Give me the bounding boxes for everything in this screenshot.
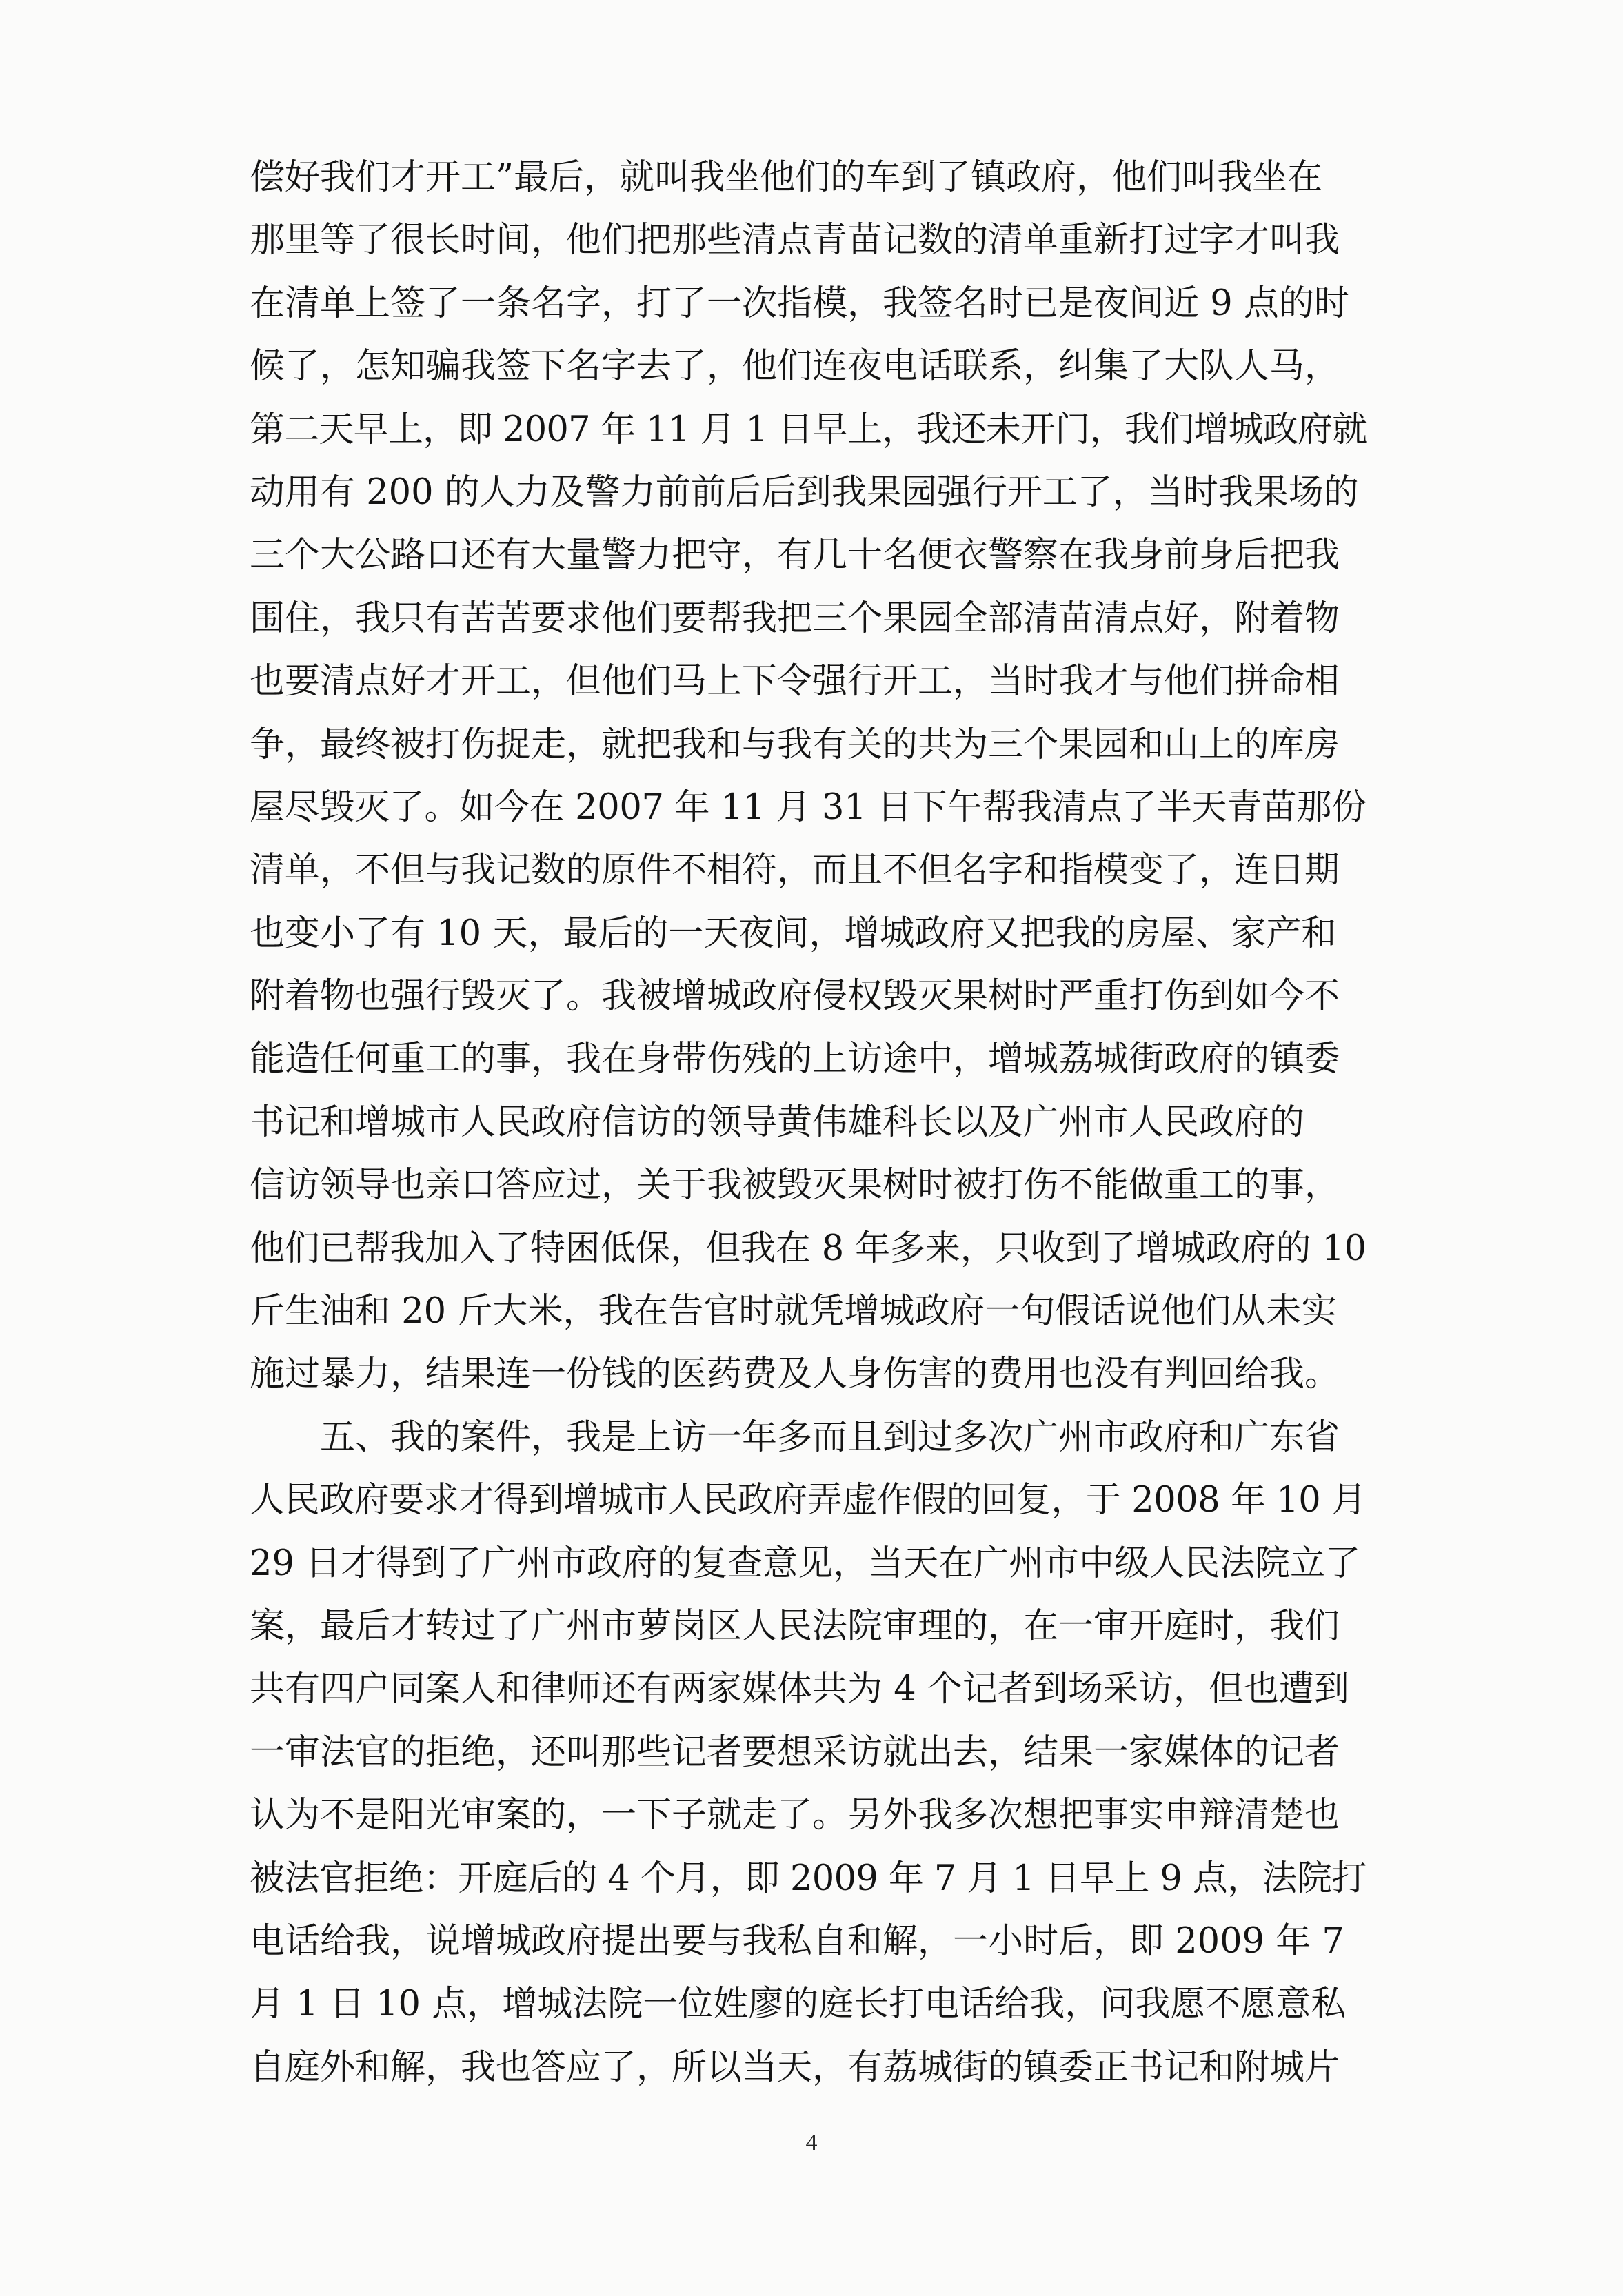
- text-line: 那里等了很长时间，他们把那些清点青苗记数的清单重新打过字才叫我: [250, 220, 1340, 261]
- text-line: 清单，不但与我记数的原件不相符，而且不但名字和指模变了，连日期: [250, 850, 1340, 891]
- text-line: 月 1 日 10 点，增城法院一位姓廖的庭长打电话给我，问我愿不愿意私: [250, 1984, 1347, 2025]
- text-line: 在清单上签了一条名字，打了一次指模，我签名时已是夜间近 9 点的时: [250, 283, 1349, 324]
- text-line: 认为不是阳光审案的，一下子就走了。另外我多次想把事实申辩清楚也: [250, 1795, 1340, 1836]
- text-line: 屋尽毁灭了。如今在 2007 年 11 月 31 日下午帮我清点了半天青苗那份: [250, 786, 1367, 828]
- text-line: 人民政府要求才得到增城市人民政府弄虚作假的回复，于 2008 年 10 月: [250, 1480, 1367, 1521]
- text-line: 五、我的案件，我是上访一年多而且到过多次广州市政府和广东省: [250, 1416, 1340, 1458]
- text-line: 候了，怎知骗我签下名字去了，他们连夜电话联系，纠集了大队人马，: [250, 346, 1340, 387]
- text-line: 自庭外和解，我也答应了，所以当天，有荔城街的镇委正书记和附城片: [250, 2046, 1340, 2088]
- text-line: 他们已帮我加入了特困低保，但我在 8 年多来，只收到了增城政府的 10: [250, 1228, 1367, 1269]
- body-text: [250, 146, 1367, 2099]
- text-line: 也要清点好才开工，但他们马上下令强行开工，当时我才与他们拼命相: [250, 661, 1340, 702]
- text-line: 斤生油和 20 斤大米，我在告官时就凭增城政府一句假话说他们从未实: [250, 1291, 1337, 1332]
- text-line: 一审法官的拒绝，还叫那些记者要想采访就出去，结果一家媒体的记者: [250, 1731, 1340, 1773]
- text-line: 偿好我们才开工”最后，就叫我坐他们的车到了镇政府，他们叫我坐在: [250, 157, 1323, 198]
- text-line: 电话给我，说增城政府提出要与我私自和解，一小时后，即 2009 年 7: [250, 1920, 1344, 1962]
- text-line: 第二天早上，即 2007 年 11 月 1 日早上，我还未开门，我们增城政府就: [250, 409, 1367, 450]
- text-line: 动用有 200 的人力及警力前前后后到我果园强行开工了，当时我果场的: [250, 471, 1359, 513]
- text-line: 案，最后才转过了广州市萝岗区人民法院审理的，在一审开庭时，我们: [250, 1605, 1340, 1647]
- text-line: 也变小了有 10 天，最后的一天夜间，增城政府又把我的房屋、家产和: [250, 913, 1337, 954]
- text-line: 争，最终被打伤捉走，就把我和与我有关的共为三个果园和山上的库房: [250, 724, 1340, 765]
- text-line: 施过暴力，结果连一份钱的医药费及人身伤害的费用也没有判回给我。: [250, 1354, 1340, 1395]
- text-line: 围住，我只有苦苦要求他们要帮我把三个果园全部清苗清点好，附着物: [250, 598, 1340, 639]
- text-line: 附着物也强行毁灭了。我被增城政府侵权毁灭果树时严重打伤到如今不: [250, 976, 1340, 1017]
- text-line: 三个大公路口还有大量警力把守，有几十名便衣警察在我身前身后把我: [250, 535, 1340, 576]
- text-line: 信访领导也亲口答应过，关于我被毁灭果树时被打伤不能做重工的事，: [250, 1165, 1340, 1206]
- text-line: 共有四户同案人和律师还有两家媒体共为 4 个记者到场采访，但也遭到: [250, 1669, 1349, 1710]
- text-line: 被法官拒绝：开庭后的 4 个月，即 2009 年 7 月 1 日早上 9 点，法院打: [250, 1858, 1367, 1899]
- text-line: 能造任何重工的事，我在身带伤残的上访途中，增城荔城街政府的镇委: [250, 1039, 1340, 1080]
- text-line: 29 日才得到了广州市政府的复查意见，当天在广州市中级人民法院立了: [250, 1543, 1361, 1584]
- page-number: 4: [805, 2130, 818, 2155]
- text-line: 书记和增城市人民政府信访的领导黄伟雄科长以及广州市人民政府的: [250, 1101, 1305, 1143]
